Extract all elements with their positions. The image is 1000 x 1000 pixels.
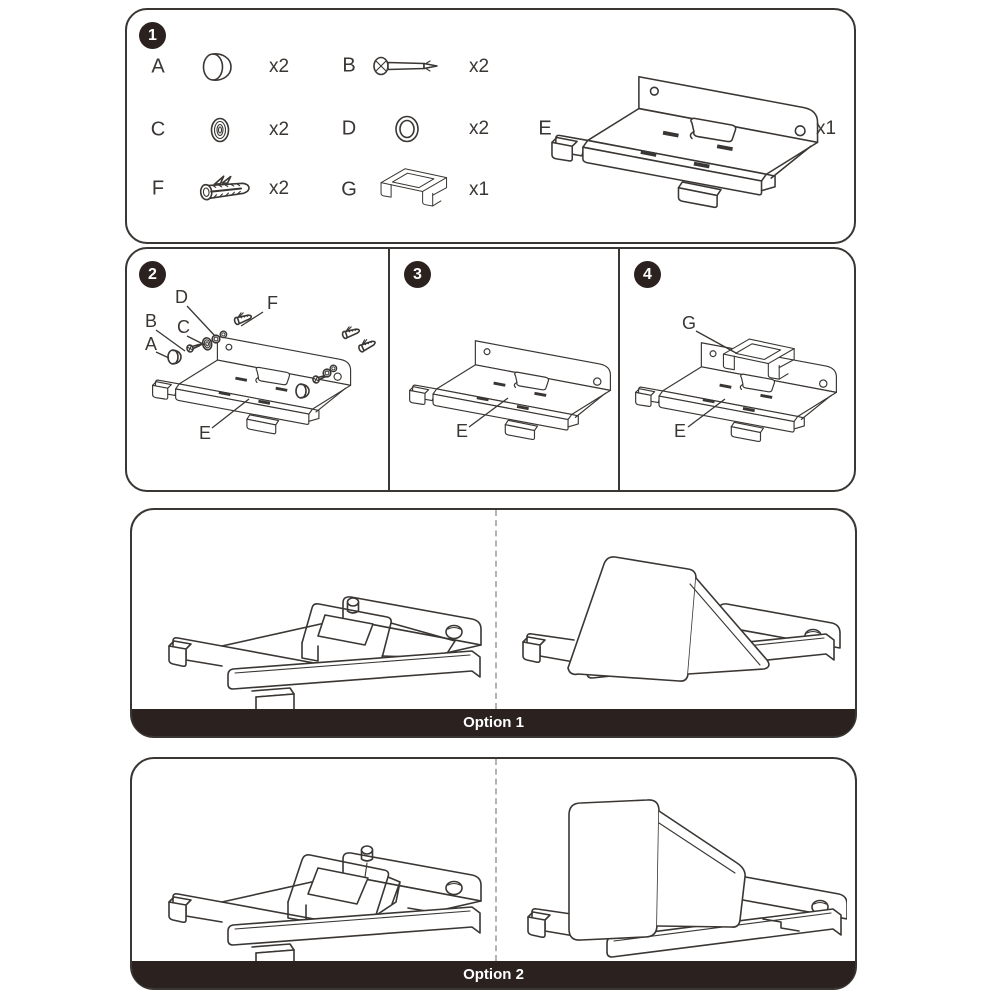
step-3-diagram bbox=[398, 277, 616, 489]
option-1-label: Option 1 bbox=[463, 714, 524, 731]
part-qty-c: x2 bbox=[268, 119, 290, 140]
step-2-section bbox=[127, 249, 388, 490]
step-1-number: 1 bbox=[148, 26, 157, 44]
ring-washer-part-icon bbox=[394, 115, 420, 143]
option-2-footer-bar bbox=[132, 961, 855, 988]
step-2-diagram bbox=[129, 279, 379, 491]
part-qty-d: x2 bbox=[468, 118, 490, 139]
callout-label-b: B bbox=[145, 311, 158, 331]
callout-label-a: A bbox=[145, 334, 158, 354]
part-label-f: F bbox=[151, 177, 165, 200]
step-3-number: 3 bbox=[413, 265, 422, 283]
step-4-section bbox=[618, 249, 858, 490]
option-1-device-mounted-diagram bbox=[514, 522, 844, 722]
option-2-dashed-divider bbox=[495, 759, 497, 961]
option-1-dashed-divider bbox=[495, 510, 497, 709]
wall-anchor-part-icon bbox=[199, 174, 255, 204]
step-3-section bbox=[388, 249, 618, 490]
callout-label-g: G bbox=[682, 313, 697, 333]
step-1-badge bbox=[139, 22, 166, 49]
part-qty-a: x2 bbox=[268, 56, 290, 77]
step-4-diagram bbox=[622, 277, 862, 489]
option-2-label: Option 2 bbox=[463, 966, 524, 983]
screw-part-icon bbox=[373, 56, 441, 76]
option-1-mount-only-diagram bbox=[160, 548, 490, 733]
part-label-g: G bbox=[341, 178, 357, 201]
cap-part-icon bbox=[200, 50, 240, 84]
callout-label-e: E bbox=[456, 421, 469, 441]
part-label-a: A bbox=[151, 55, 165, 78]
part-qty-g: x1 bbox=[468, 179, 490, 200]
callout-label-e: E bbox=[199, 423, 212, 443]
part-qty-f: x2 bbox=[268, 178, 290, 199]
step-4-number: 4 bbox=[643, 265, 652, 283]
clip-part-icon bbox=[375, 163, 453, 213]
grommet-part-icon bbox=[208, 116, 232, 144]
part-qty-e: x1 bbox=[815, 118, 837, 139]
part-label-e: E bbox=[538, 117, 552, 140]
panel-steps-2-3-4 bbox=[125, 247, 856, 492]
bracket-tray-icon bbox=[547, 40, 837, 209]
part-qty-b: x2 bbox=[468, 56, 490, 77]
panel-step-1 bbox=[125, 8, 856, 244]
step-2-number: 2 bbox=[148, 265, 157, 283]
part-label-b: B bbox=[342, 54, 356, 77]
option-2-panel bbox=[130, 757, 857, 990]
part-label-c: C bbox=[150, 118, 166, 141]
option-1-panel bbox=[130, 508, 857, 738]
callout-label-f: F bbox=[267, 293, 278, 313]
callout-label-c: C bbox=[177, 317, 190, 337]
callout-label-e: E bbox=[674, 421, 687, 441]
option-2-device-mounted-diagram bbox=[517, 767, 847, 982]
part-label-d: D bbox=[341, 117, 357, 140]
option-1-footer-bar bbox=[132, 709, 855, 736]
callout-label-d: D bbox=[175, 287, 188, 307]
